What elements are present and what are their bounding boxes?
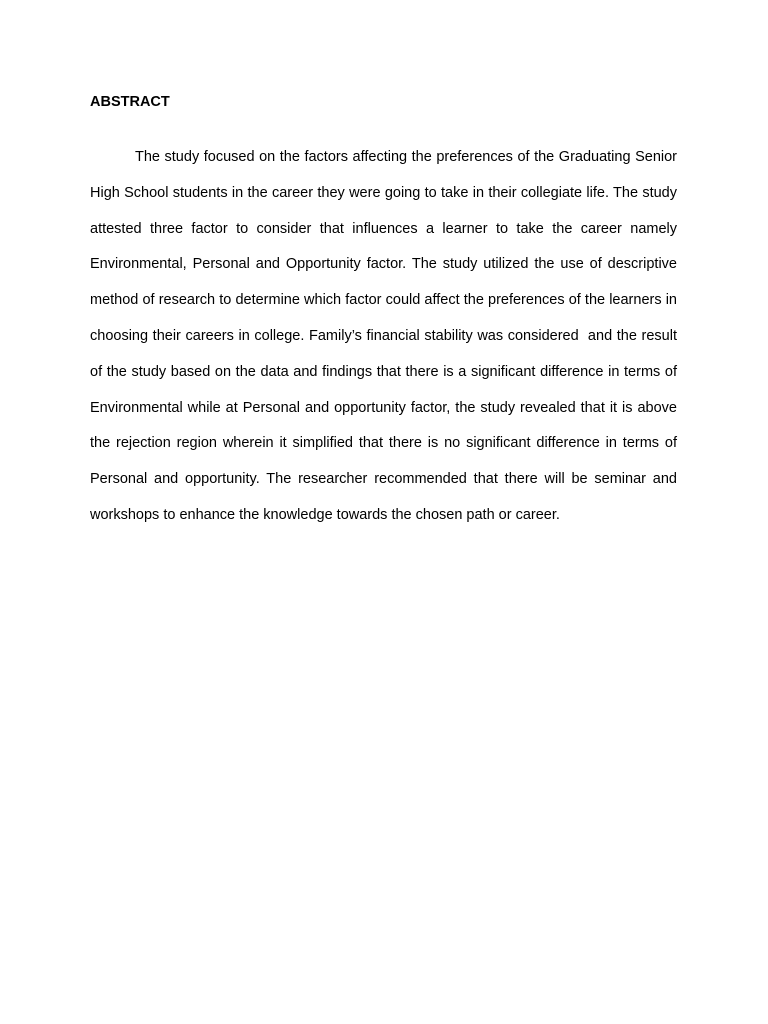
abstract-paragraph: The study focused on the factors affecting the preferences of the Graduating Senior High School students in the career they were going to take in their collegiate life. The study attested three factor to consider that influences a learner to take the career namely Environmental, Personal and Opportunity factor. The study utilized the use of descriptive method of research to determine which factor could affect the preferences of the learners in choosing their careers in college. Family’s financial stability was considered and the result of the study based on the data and findings that there is a significant difference in terms of Environmental while at Personal and opportunity factor, the study revealed that it is above the rejection region wherein it simplified that there is no significant difference in terms of Personal and opportunity. The researcher recommended that there will be seminar and workshops to enhance the knowledge towards the chosen path or career. (90, 149, 682, 523)
abstract-heading: ABSTRACT (90, 94, 170, 110)
